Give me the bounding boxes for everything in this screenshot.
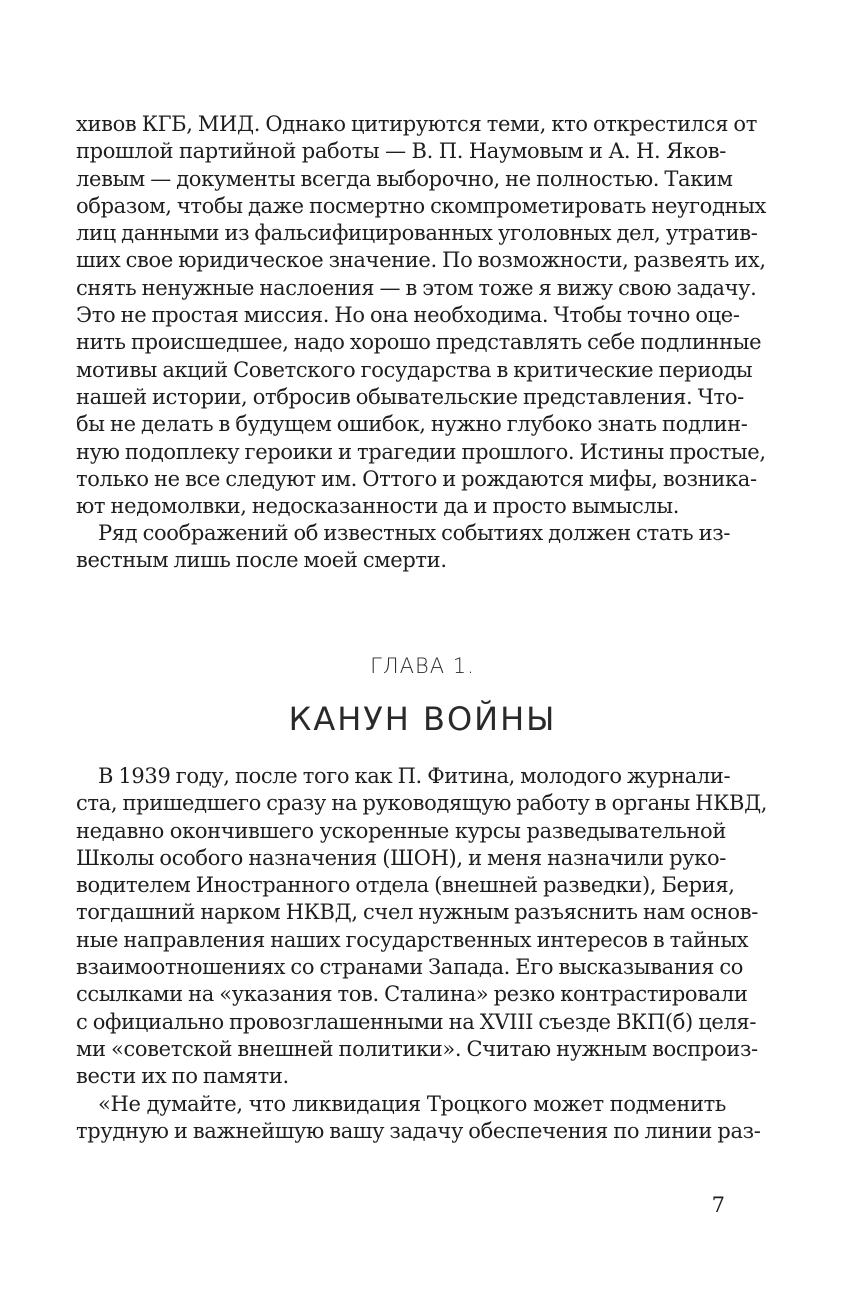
- chapter-body: [76, 763, 768, 1145]
- text-line: Ряд соображений об известных событиях должен стать из-: [98, 521, 731, 545]
- text-line: ют недомолвки, недосказанности да и просто вымыслы.: [76, 494, 680, 519]
- text-line: трудную и важнейшую вашу задачу обеспечения по линии раз-: [76, 1118, 761, 1143]
- text-line: Это не простая миссия. Но она необходима. Чтобы точно оце-: [76, 303, 740, 328]
- text-line: ших свое юридическое значение. По возможности, развеять их,: [76, 248, 766, 273]
- text-line: образом, чтобы даже посмертно скомпрометировать неугодных: [76, 193, 767, 218]
- text-line: В 1939 году, после того как П. Фитина, молодого журнали-: [98, 764, 731, 788]
- text-line: прошлой партийной работы — В. П. Наумовым и А. Н. Яков-: [76, 139, 726, 164]
- text-line: ми «советской внешней политики». Считаю нужным воспроиз-: [76, 1036, 758, 1061]
- text-line: Школы особого назначения (ШОН), и меня назначили руко-: [76, 845, 726, 870]
- text-line: левым — документы всегда выборочно, не полностью. Таким: [76, 166, 733, 191]
- text-line: вести их по памяти.: [76, 1064, 289, 1089]
- chapter-title: КАНУН ВОЙНЫ: [288, 700, 557, 738]
- text-line: вестным лишь после моей смерти.: [76, 548, 447, 573]
- text-line: лиц данными из фальсифицированных уголовных дел, утратив-: [76, 221, 758, 246]
- text-line: ста, пришедшего сразу на руководящую работу в органы НКВД,: [76, 791, 768, 816]
- page-number: 7: [711, 1193, 725, 1217]
- text-line: взаимоотношениях со странами Запада. Его высказывания со: [76, 955, 744, 980]
- text-line: хивов КГБ, МИД. Однако цитируются теми, кто открестился от: [76, 112, 757, 136]
- chapter-label: ГЛАВА 1.: [370, 654, 475, 678]
- text-line: недавно окончившего ускоренные курсы разведывательной: [76, 818, 726, 843]
- text-line: ную подоплеку героики и трагедии прошлого. Истины простые,: [76, 439, 766, 464]
- text-line: водителем Иностранного отдела (внешней разведки), Берия,: [76, 873, 735, 898]
- text-line: с официально провозглашенными на XVIII съезде ВКП(б) целя-: [76, 1009, 757, 1034]
- paragraph-after-death: [76, 520, 731, 575]
- text-line: ссылками на «указания тов. Сталина» резко контрастировали: [76, 982, 748, 1007]
- text-line: бы не делать в будущем ошибок, нужно глубоко знать подлин-: [76, 412, 748, 437]
- text-line: тогдашний нарком НКВД, счел нужным разъяснить нам основ-: [76, 900, 758, 925]
- continued-paragraph: [76, 111, 767, 520]
- text-line: нашей истории, отбросив обывательские представления. Что-: [76, 384, 744, 409]
- text-line: «Не думайте, что ликвидация Троцкого может подменить: [98, 1091, 726, 1116]
- text-line: нить происшедшее, надо хорошо представлять себе подлинные: [76, 330, 762, 355]
- text-line: снять ненужные наслоения — в этом тоже я вижу свою задачу.: [76, 275, 757, 300]
- text-line: только не все следуют им. Оттого и рождаются мифы, возника-: [76, 466, 757, 491]
- text-line: мотивы акций Советского государства в критические периоды: [76, 357, 753, 382]
- text-line: ные направления наших государственных интересов в тайных: [76, 927, 749, 952]
